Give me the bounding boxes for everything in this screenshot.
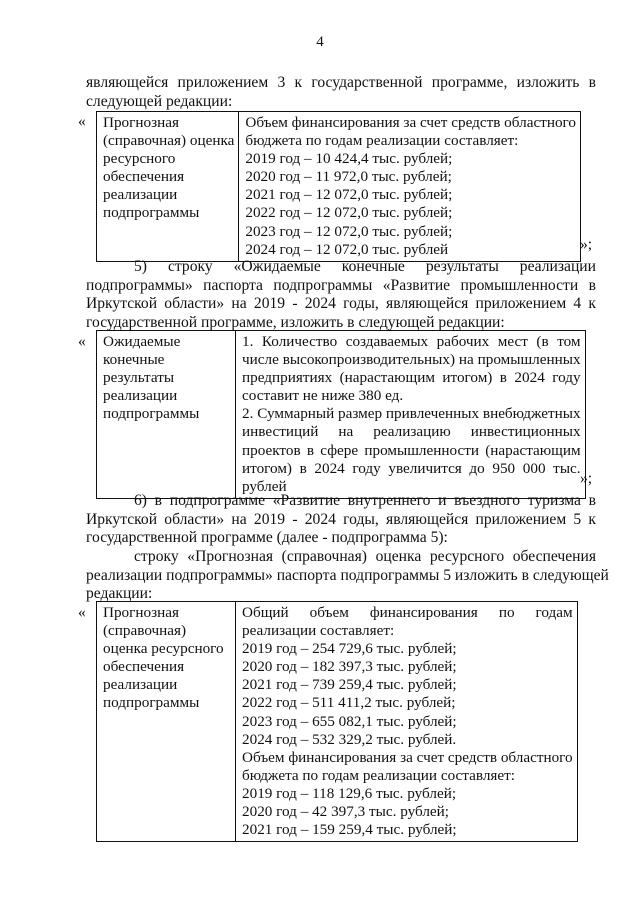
cell-line: подпрограммы bbox=[103, 694, 200, 712]
cell-line: 2022 год – 12 072,0 тыс. рублей; bbox=[245, 204, 453, 222]
table-right-cell bbox=[239, 112, 581, 262]
intro-paragraph bbox=[86, 74, 596, 111]
cell-line: оценка ресурсного bbox=[103, 640, 224, 658]
close-quote: »; bbox=[580, 236, 593, 253]
cell-line: итогом) в 2024 году увеличится до 950 000 тыс. bbox=[242, 459, 581, 477]
cell-line: 1. Количество создаваемых рабочих мест (в том bbox=[242, 333, 581, 350]
text-line: Иркутской области» на 2019 - 2024 годы, являющейся приложением 4 к bbox=[86, 295, 596, 313]
open-quote: « bbox=[78, 333, 86, 350]
text-line: следующей редакции: bbox=[86, 92, 233, 110]
cell-line: 2019 год – 10 424,4 тыс. рублей; bbox=[245, 150, 453, 168]
text-line: подпрограммы» паспорта подпрограммы «Развитие промышленности в bbox=[86, 276, 596, 294]
cell-line: бюджета по годам реализации составляет: bbox=[245, 132, 519, 150]
cell-line: подпрограммы bbox=[103, 405, 200, 423]
cell-line: Ожидаемые bbox=[103, 333, 181, 350]
table-right-cell bbox=[236, 331, 586, 499]
table-left-cell bbox=[97, 112, 239, 262]
open-quote: « bbox=[78, 113, 86, 130]
cell-line: 2019 год – 254 729,6 тыс. рублей; bbox=[242, 640, 457, 658]
paragraph-6 bbox=[86, 492, 596, 548]
table-left-cell bbox=[97, 331, 236, 499]
cell-line: 2020 год – 182 397,3 тыс. рублей; bbox=[242, 658, 457, 676]
table-resource-estimate-3 bbox=[96, 111, 581, 262]
cell-line: обеспечения bbox=[103, 658, 185, 676]
text-line: реализации подпрограммы» паспорта подпрограммы 5 изложить в следующей bbox=[86, 566, 609, 584]
table-right-cell bbox=[236, 602, 578, 842]
paragraph-5 bbox=[86, 258, 596, 332]
cell-line: инвестиций на реализацию инвестиционных bbox=[242, 423, 581, 441]
text-line: Иркутской области» на 2019 - 2024 годы, являющейся приложением 5 к bbox=[86, 510, 596, 528]
cell-line: конечные bbox=[103, 351, 165, 369]
cell-line: обеспечения bbox=[103, 168, 185, 186]
text-line: 6) в подпрограмме «Развитие внутреннего и въездного туризма в bbox=[134, 492, 596, 509]
cell-line: подпрограммы bbox=[103, 204, 200, 222]
paragraph-6-line bbox=[86, 548, 609, 604]
cell-line: 2021 год – 739 259,4 тыс. рублей; bbox=[242, 676, 457, 694]
cell-line: реализации составляет: bbox=[242, 622, 395, 640]
cell-line: числе высокопроизводительных) на промышленных bbox=[242, 351, 581, 369]
text-line: государственной программе, изложить в следующей редакции: bbox=[86, 313, 505, 331]
page-number: 4 bbox=[316, 34, 324, 50]
cell-line: 2019 год – 118 129,6 тыс. рублей; bbox=[242, 784, 457, 802]
table-expected-results bbox=[96, 330, 586, 499]
cell-line: предприятиях (нарастающим итогом) в 2024 году bbox=[242, 369, 581, 387]
cell-line: Объем финансирования за счет средств областного bbox=[245, 114, 576, 131]
text-line: государственной программе (далее - подпрограмма 5): bbox=[86, 529, 448, 547]
cell-line: результаты bbox=[103, 369, 175, 387]
cell-line: реализации bbox=[103, 676, 178, 694]
text-line: 5) строку «Ожидаемые конечные результаты реализации bbox=[134, 258, 596, 275]
cell-line: 2020 год – 11 972,0 тыс. рублей; bbox=[245, 168, 452, 186]
cell-line: проектов в сфере промышленности (нарастающим bbox=[242, 441, 581, 459]
cell-line: 2023 год – 655 082,1 тыс. рублей; bbox=[242, 712, 457, 730]
cell-line: 2024 год – 12 072,0 тыс. рублей bbox=[245, 240, 449, 258]
cell-line: Общий объем финансирования по годам bbox=[242, 604, 573, 621]
table-resource-estimate-5 bbox=[96, 601, 578, 842]
cell-line: ресурсного bbox=[103, 150, 176, 168]
cell-line: реализации bbox=[103, 186, 178, 204]
cell-line: (справочная) оценка bbox=[103, 132, 235, 150]
cell-line: 2022 год – 511 411,2 тыс. рублей; bbox=[242, 694, 456, 712]
cell-line: составит не ниже 380 ед. bbox=[242, 387, 404, 405]
cell-line: 2021 год – 12 072,0 тыс. рублей; bbox=[245, 186, 453, 204]
text-line: являющейся приложением 3 к государственной программе, изложить в bbox=[86, 74, 596, 91]
text-line: редакции: bbox=[86, 585, 153, 603]
cell-line: Прогнозная bbox=[103, 114, 179, 131]
text-line: строку «Прогнозная (справочная) оценка ресурсного обеспечения bbox=[134, 548, 596, 565]
cell-line: реализации bbox=[103, 387, 178, 405]
open-quote: « bbox=[78, 604, 86, 621]
cell-line: (справочная) bbox=[103, 622, 187, 640]
cell-line: рублей bbox=[242, 477, 287, 495]
cell-line: Объем финансирования за счет средств областного bbox=[242, 748, 573, 766]
table-left-cell bbox=[97, 602, 236, 842]
cell-line: 2024 год – 532 329,2 тыс. рублей. bbox=[242, 730, 457, 748]
cell-line: 2020 год – 42 397,3 тыс. рублей; bbox=[242, 803, 450, 821]
cell-line: 2021 год – 159 259,4 тыс. рублей; bbox=[242, 821, 457, 839]
close-quote: »; bbox=[580, 470, 593, 487]
cell-line: 2. Суммарный размер привлеченных внебюджетных bbox=[242, 405, 581, 423]
cell-line: бюджета по годам реализации составляет: bbox=[242, 766, 515, 784]
cell-line: 2023 год – 12 072,0 тыс. рублей; bbox=[245, 222, 453, 240]
cell-line: Прогнозная bbox=[103, 604, 179, 621]
